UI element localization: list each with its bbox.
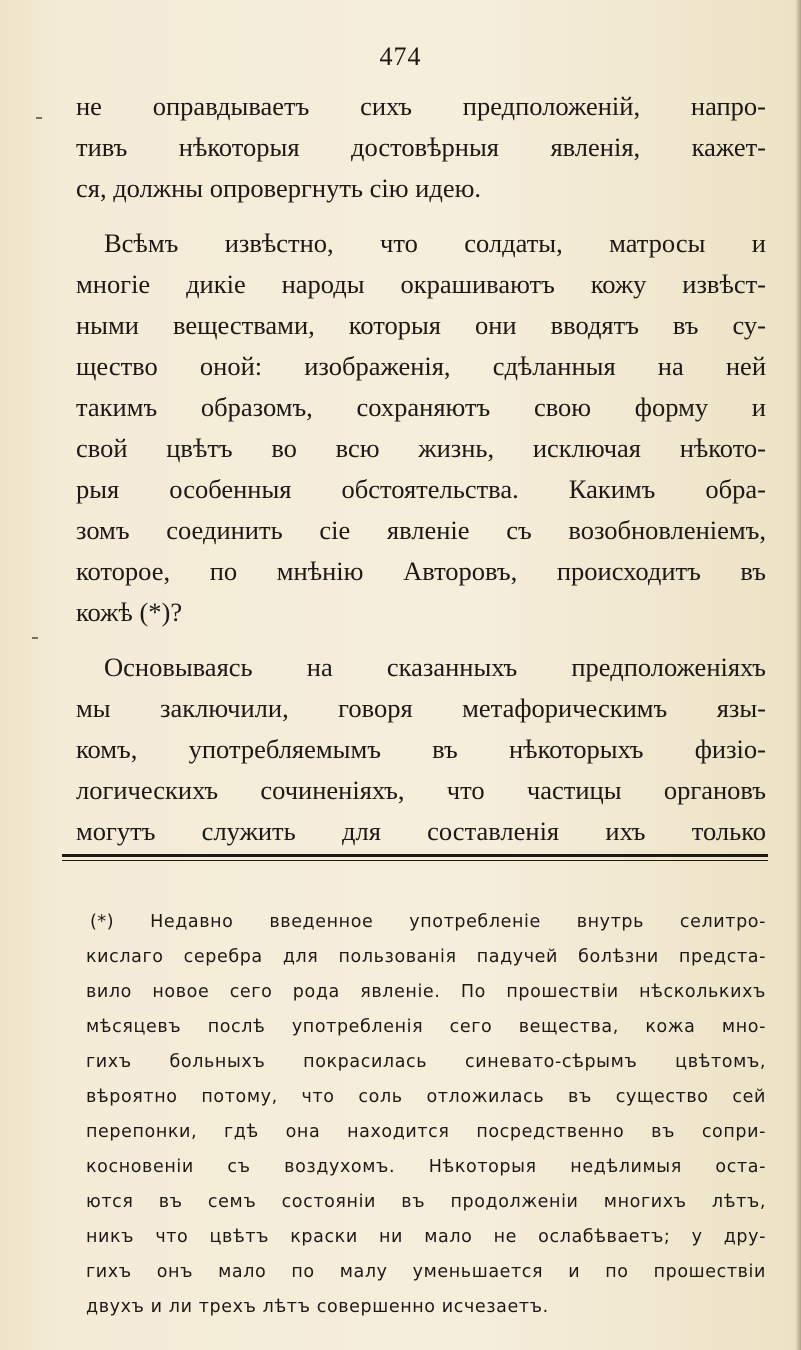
footnote-line: кислаго серебра для пользованiя падучей болѣзни предста-: [86, 947, 766, 967]
text-line: кожѣ (*)?: [76, 597, 183, 627]
text-line: ными веществами, которыя они вводятъ въ су-: [76, 310, 766, 340]
text-line: тивъ нѣкоторыя достовѣрныя явленiя, кажет-: [76, 132, 766, 162]
footnote-line: никъ что цвѣтъ краски ни мало не ослабѣваетъ; у дру-: [86, 1227, 766, 1247]
text-line: которое, по мнѣнiю Авторовъ, происходитъ въ: [76, 556, 766, 586]
footnote-line: вѣроятно потому, что соль отложилась въ существо сей: [86, 1087, 766, 1107]
margin-mark: [32, 637, 38, 639]
footnote-line: мѣсяцевъ послѣ употребленiя сего вещества, кожа мно-: [86, 1017, 766, 1037]
text-line: могутъ служить для составленiя ихъ только: [76, 816, 766, 846]
text-line: Основываясь на сказанныхъ предположенiяхъ: [104, 652, 766, 682]
text-line: не оправдываетъ сихъ предположенiй, напро-: [76, 91, 766, 121]
margin-mark: [36, 117, 42, 119]
text-line: зомъ соединить сiе явленiе съ возобновленiемъ,: [76, 515, 766, 545]
footnote-line: перепонки, гдѣ она находится посредственно въ сопри-: [86, 1122, 766, 1142]
page-number: 474: [379, 42, 422, 71]
footnote-line: гихъ онъ мало по малу уменьшается и по прошествiи: [86, 1262, 766, 1282]
footnote-line: ются въ семъ состоянiи въ продолженiи многихъ лѣтъ,: [86, 1192, 766, 1212]
footnote-line: (*) Недавно введенное употребленiе внутрь селитро-: [90, 912, 766, 932]
text-line: мы заключили, говоря метафорическимъ язы-: [76, 693, 766, 723]
text-line: щество оной: изображенiя, сдѣланныя на ней: [76, 351, 766, 381]
separator-thick-rule: [62, 854, 768, 857]
text-line: ся, должны опровергнуть сiю идею.: [76, 173, 482, 203]
footnote-separator: [62, 854, 768, 861]
text-line: Всѣмъ извѣстно, что солдаты, матросы и: [104, 228, 766, 258]
footnote-line: косновенiи съ воздухомъ. Нѣкоторыя недѣлимыя оста-: [86, 1157, 766, 1177]
separator-thin-rule: [62, 860, 768, 861]
text-line: такимъ образомъ, сохраняютъ свою форму и: [76, 392, 766, 422]
footnote: [86, 905, 766, 1325]
text-line: комъ, употребляемымъ въ нѣкоторыхъ физiо-: [76, 734, 766, 764]
main-text: [76, 86, 766, 852]
page-edge-shadow: [795, 0, 801, 1350]
footnote-line: гихъ больныхъ покрасилась синевато-сѣрымъ цвѣтомъ,: [86, 1052, 766, 1072]
text-line: логическихъ сочиненiяхъ, что частицы органовъ: [76, 775, 766, 805]
text-line: свой цвѣтъ во всю жизнь, исключая нѣкото-: [76, 433, 766, 463]
text-line: многiе дикiе народы окрашиваютъ кожу извѣст-: [76, 269, 766, 299]
footnote-line: двухъ и ли трехъ лѣтъ совершенно исчезаетъ.: [86, 1297, 549, 1317]
text-line: рыя особенныя обстоятельства. Какимъ обра-: [76, 474, 766, 504]
footnote-line: вило новое сего рода явленiе. По прошествiи нѣсколькихъ: [86, 982, 766, 1002]
